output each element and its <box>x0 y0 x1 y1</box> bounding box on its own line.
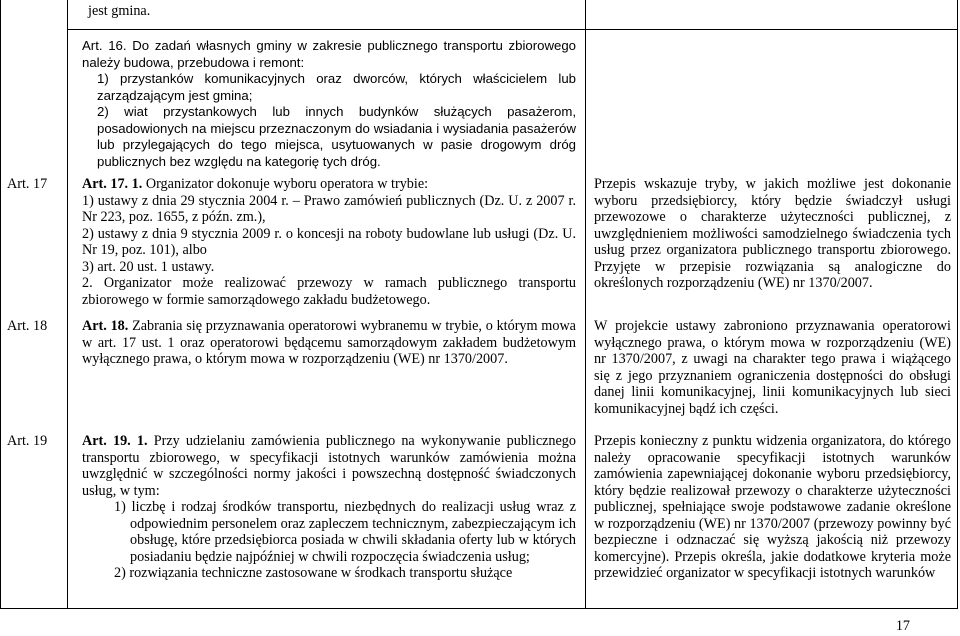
article-19-item-2: 2) rozwiązania techniczne zastosowane w środkach transportu służące <box>114 565 513 581</box>
article-17-item-1: 1) ustawy z dnia 29 stycznia 2004 r. – Prawo zamówień publicznych (Dz. U. z 2007 r. Nr 223, poz. 1655, z późn. zm.), <box>82 192 576 225</box>
article-17-number: Art. 17. 1. <box>82 176 143 192</box>
row-divider-top-right <box>585 29 957 30</box>
article-18-text <box>82 318 576 368</box>
table-divider-1 <box>67 0 68 608</box>
top-fragment: jest gmina. <box>88 3 151 19</box>
article-17-intro: Organizator dokonuje wyboru operatora w trybie: <box>142 176 429 192</box>
table-divider-2 <box>585 0 586 608</box>
article-19-intro: Przy udzielaniu zamówienia publicznego na wykonywanie publicznego transportu zbiorowego, w specyfikacji istotnych warunków zamówienia można uwzględnić w szczególności normy jakości i powszechną dostępność świadczonych usług, w tym: <box>82 433 576 499</box>
article-19-label: Art. 19 <box>7 433 48 449</box>
table-border-right <box>957 0 958 608</box>
article-16-item-2: 2) wiat przystankowych lub innych budynków służących pasażerom, posadowionych na miejscu przeznaczonym do wsiadania i wysiadania pasażerów lub przylegających do tego miejsca, usytuowanych w pasie drogowym dróg publicznych bez względu na kategorię tych dróg. <box>97 104 576 169</box>
article-16-number: Art. 16. <box>82 38 127 53</box>
page-number: 17 <box>895 618 910 634</box>
row-divider-top <box>67 29 585 30</box>
article-17-item-2: 2) ustawy z dnia 9 stycznia 2009 r. o koncesji na roboty budowlane lub usługi (Dz. U. Nr 19, poz. 101), albo <box>82 225 576 258</box>
article-16-item-1: 1) przystanków komunikacyjnych oraz dworców, których właścicielem lub zarządzającym jest gmina; <box>97 71 576 103</box>
article-19-item-1: 1) liczbę i rodzaj środków transportu, niezbędnych do realizacji usług wraz z odpowiednim personelem oraz zapleczem technicznym, zabezpieczającym ich obsługę, które przedsiębiorca posiada w chwili składania oferty lub w których posiadaniu będzie najpóźniej w chwili rozpoczęcia świadczenia usług; <box>114 499 576 565</box>
article-18-body: Zabrania się przyznawania operatorowi wybranemu w trybie, o którym mowa w art. 17 ust. 1 oraz operatorowi będącemu samorządowym zakładem budżetowym wyłącznego prawa, o którym mowa w rozporządzeniu (WE) nr 1370/2007. <box>82 318 576 367</box>
table-border-bottom <box>0 608 958 609</box>
article-18-label: Art. 18 <box>7 318 48 334</box>
article-17-item-3: 3) art. 20 ust. 1 ustawy. <box>82 258 215 275</box>
article-17-label: Art. 17 <box>7 176 48 192</box>
article-17-comment: Przepis wskazuje tryby, w jakich możliwe jest dokonanie wyboru przedsiębiorcy, który będzie świadczył usługi przewozowe o charakterze użyteczności publicznej, z uwzględnieniem możliwości samodzielnego świadczenia tych usług przez organizatora publicznego transportu zbiorowego. Przyjęte w przepisie rozwiązania są analogiczne do określonych rozporządzeniu (WE) nr 1370/2007. <box>594 176 951 291</box>
article-16-intro: Do zadań własnych gminy w zakresie publicznego transportu zbiorowego należy budowa, przebudowa i remont: <box>82 38 576 70</box>
article-17-text <box>82 176 576 308</box>
article-18-comment: W projekcie ustawy zabroniono przyznawania operatorowi wyłącznego prawa, o którym mowa w rozporządzeniu (WE) nr 1370/2007, z uwagi na charakter tego prawa i wiążącego się z jego przyznaniem ograniczenia dostępności do obsługi danej linii komunikacyjnej, linii komunikacyjnych lub sieci komunikacyjnej bądź ich części. <box>594 318 951 417</box>
article-19-number: Art. 19. 1. <box>82 433 148 449</box>
article-16-text <box>82 38 576 170</box>
article-17-section-2: 2. Organizator może realizować przewozy w ramach publicznego transportu zbiorowego w formie samorządowego zakładu budżetowego. <box>82 275 576 308</box>
article-19-text <box>82 433 576 582</box>
article-19-comment: Przepis konieczny z punktu widzenia organizatora, do którego należy opracowanie specyfikacji istotnych warunków zamówienia zapewniającej dokonanie wyboru przedsiębiorcy, który będzie realizował przewozy o charakterze użyteczności publicznej, spełniające swoje podstawowe zadanie określone w rozporządzeniu (WE) nr 1370/2007 (przewozy powinny być bezpieczne i odznaczać się wyższą jakością niż przewozy komercyjne). Przepis określa, jakie dodatkowe kryteria może przewidzieć organizator w specyfikacji istotnych warunków <box>594 433 951 581</box>
table-border-left <box>0 0 1 608</box>
article-18-number: Art. 18. <box>82 318 129 334</box>
